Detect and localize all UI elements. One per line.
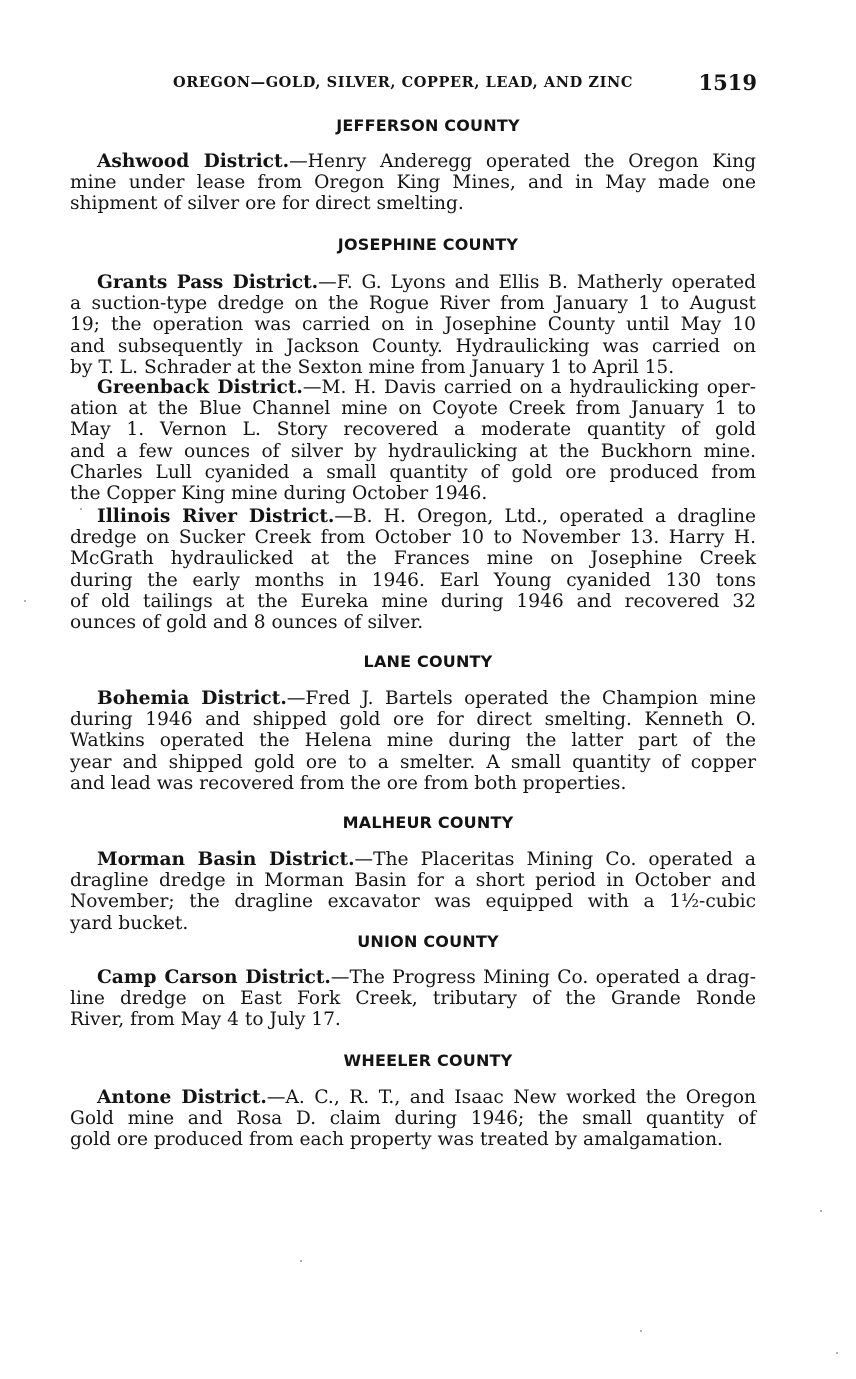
section-heading-lane-county: LANE COUNTY [363,652,493,671]
paragraph-line: River, from May 4 to July 17. [70,1009,341,1031]
scan-speck [300,1260,302,1262]
district-lead: Camp Carson District. [97,967,331,988]
paragraph-line [70,151,756,172]
running-head-title: OREGON—GOLD, SILVER, COPPER, LEAD, AND ZINC [173,74,633,91]
paragraph-line: by T. L. Schrader at the Sexton mine from January 1 to April 15. [70,356,675,378]
paragraph-antone-district [70,1087,756,1151]
paragraph-illinois-river-district [70,506,756,633]
line-text: —Henry Anderegg operated the Oregon King [289,151,756,172]
paragraph-line: November; the dragline excavator was equipped with a 1½-cubic [70,891,756,913]
district-lead: Morman Basin District. [97,849,355,870]
district-lead: Greenback District. [97,377,303,398]
paragraph-line: Gold mine and Rosa D. claim during 1946; the small quantity of [70,1108,756,1130]
paragraph-line: 19; the operation was carried on in Josephine County until May 10 [70,314,756,336]
paragraph-line [70,377,756,398]
paragraph-line: dragline dredge in Morman Basin for a short period in October and [70,870,756,892]
district-lead: Grants Pass District. [97,272,319,293]
line-text: —The Placeritas Mining Co. operated a [354,849,756,870]
scan-speck [640,1330,642,1332]
page-number: 1519 [698,70,757,95]
paragraph-line: yard bucket. [70,912,189,934]
paragraph-line [70,688,756,709]
line-text: —A. C., R. T., and Isaac New worked the Oregon [266,1087,756,1108]
paragraph-line [70,967,756,988]
paragraph-line [70,1087,756,1108]
section-heading-union-county: UNION COUNTY [357,932,499,951]
paragraph-line: during 1946 and shipped gold ore for direct smelting. Kenneth O. [70,709,756,731]
line-text: —F. G. Lyons and Ellis B. Matherly operated [318,272,756,293]
scan-speck [820,1210,822,1212]
paragraph-morman-basin-district [70,849,756,934]
line-text: —Fred J. Bartels operated the Champion mine [286,688,756,709]
paragraph-line [70,506,756,527]
paragraph-line: May 1. Vernon L. Story recovered a moderate quantity of gold [70,419,756,441]
running-head [173,70,757,100]
paragraph-line: dredge on Sucker Creek from October 10 to November 13. Harry H. [70,527,756,549]
paragraph-line: a suction-type dredge on the Rogue River from January 1 to August [70,293,756,315]
district-lead: Ashwood District. [97,151,290,172]
section-heading-malheur-county: MALHEUR COUNTY [342,813,514,832]
paragraph-line: shipment of silver ore for direct smelting. [70,193,464,215]
district-lead: Antone District. [97,1087,267,1108]
line-text: —M. H. Davis carried on a hydraulicking oper- [302,377,756,398]
paragraph-line: Charles Lull cyanided a small quantity of gold ore produced from [70,461,756,483]
paragraph-line: the Copper King mine during October 1946. [70,482,488,504]
paragraph-line: Watkins operated the Helena mine during the latter part of the [70,730,756,752]
paragraph-line: ounces of gold and 8 ounces of silver. [70,611,424,633]
scan-speck [24,600,26,602]
paragraph-line: of old tailings at the Eureka mine during 1946 and recovered 32 [70,590,756,612]
paragraph-line: mine under lease from Oregon King Mines, and in May made one [70,172,756,194]
paragraph-line: and a few ounces of silver by hydraulicking at the Buckhorn mine. [70,440,756,462]
paragraph-grants-pass-district [70,272,756,378]
paragraph-ashwood-district [70,151,756,215]
section-heading-jefferson-county: JEFFERSON COUNTY [336,116,520,135]
district-lead: Bohemia District. [97,688,287,709]
paragraph-line [70,272,756,293]
scan-speck [836,1352,838,1354]
paragraph-bohemia-district [70,688,756,794]
line-text: —B. H. Oregon, Ltd., operated a dragline [334,506,756,527]
section-heading-josephine-county: JOSEPHINE COUNTY [337,235,519,254]
scan-speck [80,508,82,510]
paragraph-line: gold ore produced from each property was treated by amalgamation. [70,1129,723,1151]
section-heading-wheeler-county: WHEELER COUNTY [343,1051,513,1070]
paragraph-line: and lead was recovered from the ore from both properties. [70,772,627,794]
paragraph-line: line dredge on East Fork Creek, tributary of the Grande Ronde [70,988,756,1010]
district-lead: Illinois River District. [97,506,335,527]
paragraph-line: year and shipped gold ore to a smelter. A small quantity of copper [70,751,756,773]
paragraph-line: during the early months in 1946. Earl Young cyanided 130 tons [70,569,756,591]
paragraph-greenback-district [70,377,756,504]
paragraph-line: McGrath hydraulicked at the Frances mine on Josephine Creek [70,548,756,570]
line-text: —The Progress Mining Co. operated a drag- [330,967,756,988]
paragraph-line: ation at the Blue Channel mine on Coyote Creek from January 1 to [70,398,756,420]
paragraph-line: and subsequently in Jackson County. Hydraulicking was carried on [70,335,756,357]
paragraph-camp-carson-district [70,967,756,1031]
paragraph-line [70,849,756,870]
